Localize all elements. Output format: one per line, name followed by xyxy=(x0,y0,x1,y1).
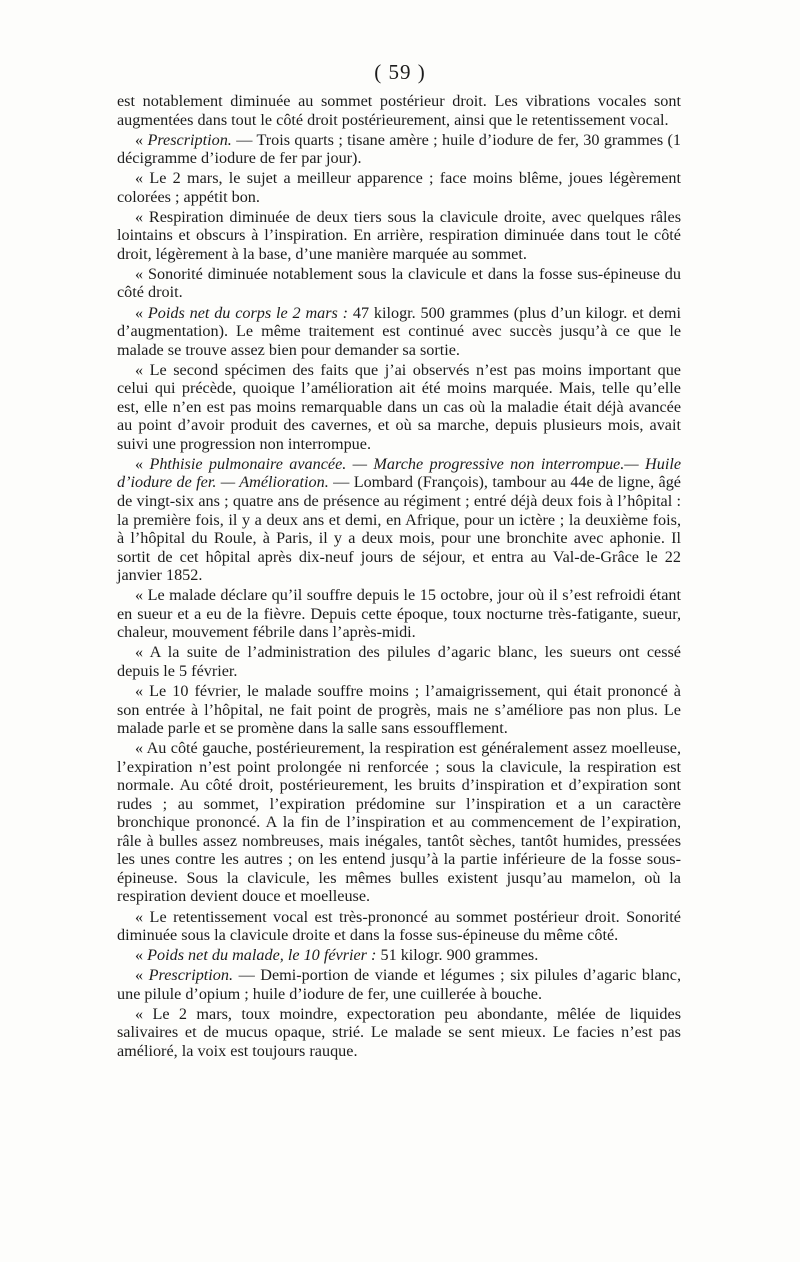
paragraph-15: « Prescription. — Demi-portion de viande et légumes ; six pilules d’agaric blanc, une pilule d’opium ; huile d’iodure de fer, une cuillerée à bouche. xyxy=(117,966,682,1003)
paragraph-5: « Sonorité diminuée notablement sous la clavicule et dans la fosse sus-épineuse du côté droit. xyxy=(117,264,681,302)
paragraph-3: « Le 2 mars, le sujet a meilleur apparence ; face moins blême, joues légèrement colorées ; appétit bon. xyxy=(117,169,681,206)
paragraph-16: « Le 2 mars, toux moindre, expectoration peu abondante, mêlée de liquides salivaires et de mucus opaque, strié. Le malade se sent mieux. Le facies n’est pas amélioré, la voix est toujours rauque. xyxy=(117,1004,681,1060)
weight-heading-2: Poids net du malade, le 10 février : xyxy=(147,946,377,965)
paragraph-12: « Au côté gauche, postérieurement, la respiration est généralement assez moelleuse, l’expiration n’est point prolongée ni renforcée ; sous la clavicule, la respiration est normale. Au côté droit, postérieurement, les bruits d’inspiration et d’expiration sont rudes ; au sommet, l’expiration prédomine sur l’inspiration et a un caractère bronchique prononcé. A la fin de l’inspiration et au commencement de l’expiration, râle à bulles assez nombreuses, mais inégales, tantôt sèches, tantôt humides, pressées les unes contre les autres ; on les entend jusqu’à la partie inférieure de la fosse sous-épineuse. Sous la clavicule, les mêmes bulles existent jusqu’au mamelon, où la respiration devient douce et moelleuse. xyxy=(117,739,681,906)
paragraph-4: « Respiration diminuée de deux tiers sous la clavicule droite, avec quelques râles lointains et obscurs à l’inspiration. En arrière, respiration diminuée dans tout le côté droit, légèrement à la base, d’une manière marquée au sommet. xyxy=(117,207,681,263)
prescription-heading: Prescription. xyxy=(147,130,232,149)
prescription-heading-2: Prescription. xyxy=(148,966,234,985)
paragraph-13: « Le retentissement vocal est très-prononcé au sommet postérieur droit. Sonorité diminuée sous la clavicule droite et dans la fosse sus-épineuse du même côté. xyxy=(117,907,681,945)
case-heading: Phthisie pulmonaire avancée. — Marche progressive non interrompue.— Huile d’iodure de fer. — Amélioration. xyxy=(117,454,682,492)
paragraph-6: « Poids net du corps le 2 mars : 47 kilogr. 500 grammes (plus d’un kilogr. et demi d’augmentation). Le même traitement est continué avec succès jusqu’à ce que le malade se trouve assez bien pour demander sa sortie. xyxy=(117,303,681,359)
paragraph-11: « Le 10 février, le malade souffre moins ; l’amaigrissement, qui était prononcé à son entrée à l’hôpital, ne fait point de progrès, mais ne s’améliore pas non plus. Le malade parle et se promène dans la salle sans essoufflement. xyxy=(117,681,681,738)
paragraph-2: « Prescription. — Trois quarts ; tisane amère ; huile d’iodure de fer, 30 grammes (1 décigramme d’iodure de fer par jour). xyxy=(117,130,682,168)
body-text xyxy=(117,92,681,1062)
weight-heading: Poids net du corps le 2 mars : xyxy=(147,303,349,322)
paragraph-9: « Le malade déclare qu’il souffre depuis le 15 octobre, jour où il s’est refroidi étant en sueur et a eu de la fièvre. Depuis cette époque, toux nocturne très-fatigante, sueur, chaleur, mouvement fébrile dans l’après-midi. xyxy=(117,586,681,642)
paragraph-14: « Poids net du malade, le 10 février : 51 kilogr. 900 grammes. xyxy=(135,946,539,965)
paragraph-10: « A la suite de l’administration des pilules d’agaric blanc, les sueurs ont cessé depuis le 5 février. xyxy=(117,643,681,680)
paragraph-8: « Phthisie pulmonaire avancée. — Marche progressive non interrompue.— Huile d’iodure de fer. — Amélioration. — Lombard (François), tambour au 44e de ligne, âgé de vingt-six ans ; quatre ans de présence au régiment ; entré déjà deux fois à l’hôpital : la première fois, il y a deux ans et demi, en Afrique, pour un ictère ; la deuxième fois, à l’hôpital du Roule, à Paris, il y a deux mois, pour une bronchite avec aphonie. Il sortit de cet hôpital après dix-neuf jours de séjour, et entra au Val-de-Grâce le 22 janvier 1852. xyxy=(117,454,682,585)
paragraph-7: « Le second spécimen des faits que j’ai observés n’est pas moins important que celui qui précède, quoique l’amélioration ait été moins marquée. Mais, telle qu’elle est, elle n’en est pas moins remarquable dans un cas où la maladie était déjà avancée au point d’avoir produit des cavernes, et où sa marche, depuis plusieurs mois, avait suivi une progression non interrompue. xyxy=(117,360,681,453)
page-number: ( 59 ) xyxy=(374,60,426,84)
paragraph-1: est notablement diminuée au sommet postérieur droit. Les vibrations vocales sont augmentées dans tout le côté droit postérieurement, ainsi que le retentissement vocal. xyxy=(117,92,681,129)
